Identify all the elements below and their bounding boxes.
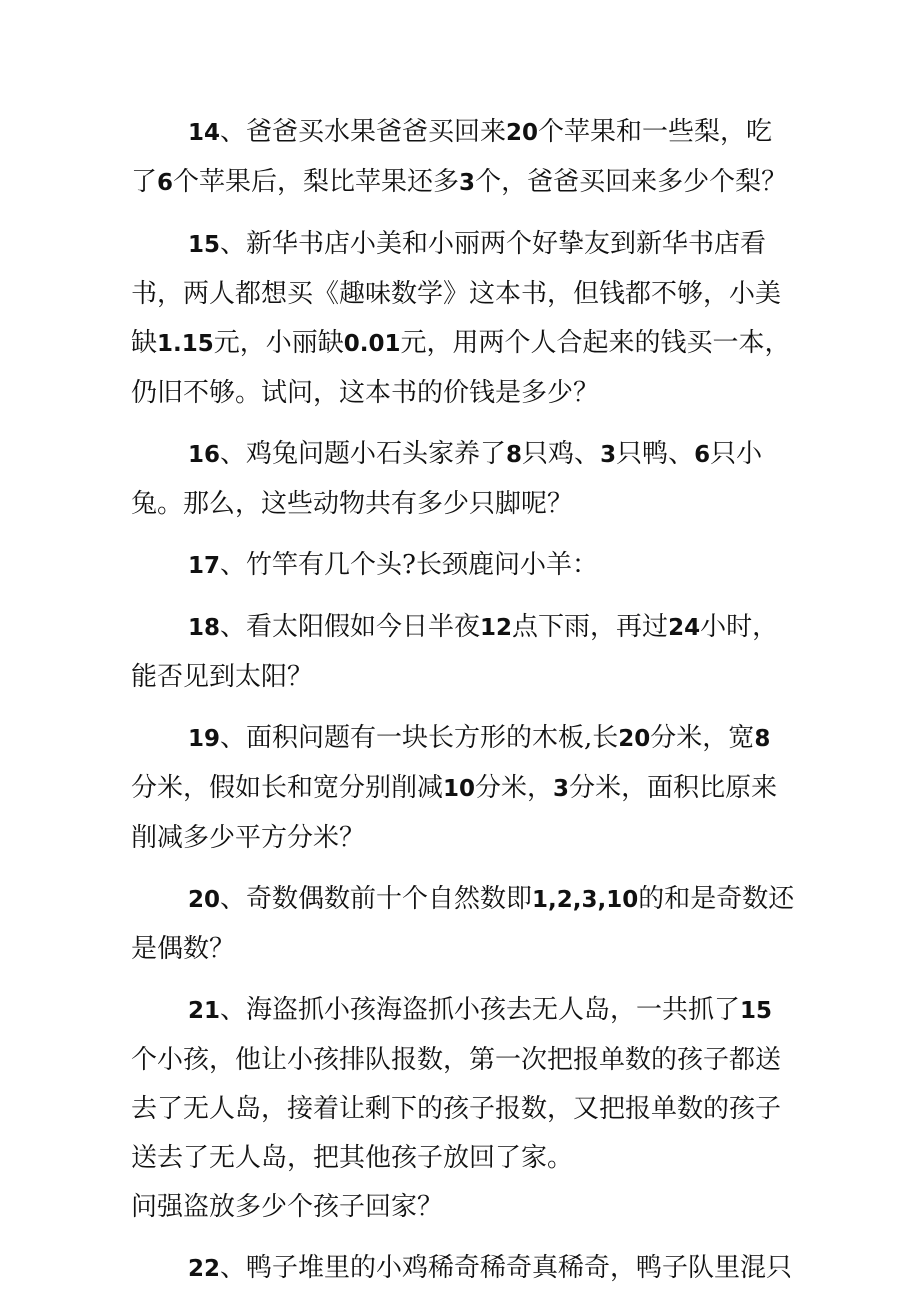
number-value: 1.15 bbox=[157, 331, 214, 357]
question-18 bbox=[131, 603, 796, 702]
question-text: 、爸爸买水果爸爸买回来 bbox=[220, 117, 507, 147]
question-text: 、奇数偶数前十个自然数即 bbox=[220, 884, 533, 914]
question-14 bbox=[131, 108, 796, 208]
question-16 bbox=[131, 430, 796, 529]
question-number: 15 bbox=[188, 232, 221, 258]
number-value: 6 bbox=[694, 442, 711, 468]
question-number: 16 bbox=[188, 442, 221, 468]
question-text: 元，用两个人合起来的钱买一本，仍旧不够。试问，这本书的价钱是多少？ bbox=[131, 328, 791, 408]
question-text: 点下雨，再过 bbox=[512, 612, 669, 642]
question-number: 18 bbox=[188, 615, 221, 641]
question-number: 14 bbox=[188, 120, 221, 146]
number-value: 20 bbox=[506, 120, 539, 146]
question-number: 22 bbox=[188, 1256, 221, 1282]
question-text: 元，小丽缺 bbox=[213, 328, 344, 358]
number-value: 8 bbox=[754, 726, 771, 752]
question-text: 分米，假如长和宽分别削减 bbox=[131, 773, 444, 803]
question-22 bbox=[131, 1244, 796, 1294]
question-text: 、鸭子堆里的小鸡稀奇稀奇真稀奇，鸭子队里混只 bbox=[220, 1253, 793, 1283]
question-text: 、竹竿有几个头?长颈鹿问小羊： bbox=[220, 550, 598, 580]
number-value: 10 bbox=[443, 776, 476, 802]
number-value: 8 bbox=[506, 442, 523, 468]
question-17 bbox=[131, 541, 796, 591]
question-text: 问强盗放多少个孩子回家？ bbox=[131, 1192, 444, 1222]
question-19 bbox=[131, 714, 796, 863]
number-value: 3 bbox=[553, 776, 570, 802]
question-text: 、鸡兔问题小石头家养了 bbox=[220, 439, 507, 469]
question-text: 、海盗抓小孩海盗抓小孩去无人岛，一共抓了 bbox=[220, 995, 741, 1025]
question-text: 个，爸爸买回来多少个梨？ bbox=[475, 167, 788, 197]
question-number: 19 bbox=[188, 726, 221, 752]
number-value: 15 bbox=[740, 998, 773, 1024]
question-number: 21 bbox=[188, 998, 221, 1024]
question-text: 个苹果和一些梨，吃了 bbox=[131, 117, 773, 197]
question-text: 个苹果后，梨比苹果还多 bbox=[173, 167, 460, 197]
question-text: 分米，面积比原来削减多少平方分米？ bbox=[131, 773, 778, 853]
question-15 bbox=[131, 220, 796, 418]
question-21 bbox=[131, 986, 796, 1183]
question-text: 、面积问题有一块长方形的木板,长 bbox=[220, 723, 619, 753]
question-number: 17 bbox=[188, 553, 221, 579]
number-value: 3 bbox=[459, 170, 476, 196]
question-text: 的和是奇数还是偶数？ bbox=[131, 884, 795, 964]
question-text: 只鸡、 bbox=[522, 439, 601, 469]
question-text: 小时，能否见到太阳？ bbox=[131, 612, 779, 692]
question-text: 、新华书店小美和小丽两个好挚友到新华书店看书，两人都想买《趣味数学》这本书，但钱都不够，小美缺 bbox=[131, 229, 782, 358]
number-value: 6 bbox=[157, 170, 174, 196]
question-number: 20 bbox=[188, 887, 221, 913]
question-text: 只小兔。那么，这些动物共有多少只脚呢？ bbox=[131, 439, 763, 519]
question-text: 分米，宽 bbox=[650, 723, 755, 753]
question-20 bbox=[131, 875, 796, 974]
question-list bbox=[131, 108, 796, 1294]
question-text: 个小孩，他让小孩排队报数，第一次把报单数的孩子都送去了无人岛，接着让剩下的孩子报数，又把报单数的孩子送去了无人岛，把其他孩子放回了家。 bbox=[131, 1045, 782, 1173]
question-text: 分米， bbox=[475, 773, 554, 803]
question-text: 只鸭、 bbox=[616, 439, 695, 469]
number-value: 24 bbox=[668, 615, 701, 641]
question-text: 、看太阳假如今日半夜 bbox=[220, 612, 481, 642]
number-value: 3 bbox=[600, 442, 617, 468]
question-continuation bbox=[131, 1183, 796, 1232]
number-value: 0.01 bbox=[343, 331, 401, 357]
number-value: 1,2,3,10 bbox=[532, 887, 639, 913]
number-value: 20 bbox=[618, 726, 651, 752]
number-value: 12 bbox=[480, 615, 513, 641]
